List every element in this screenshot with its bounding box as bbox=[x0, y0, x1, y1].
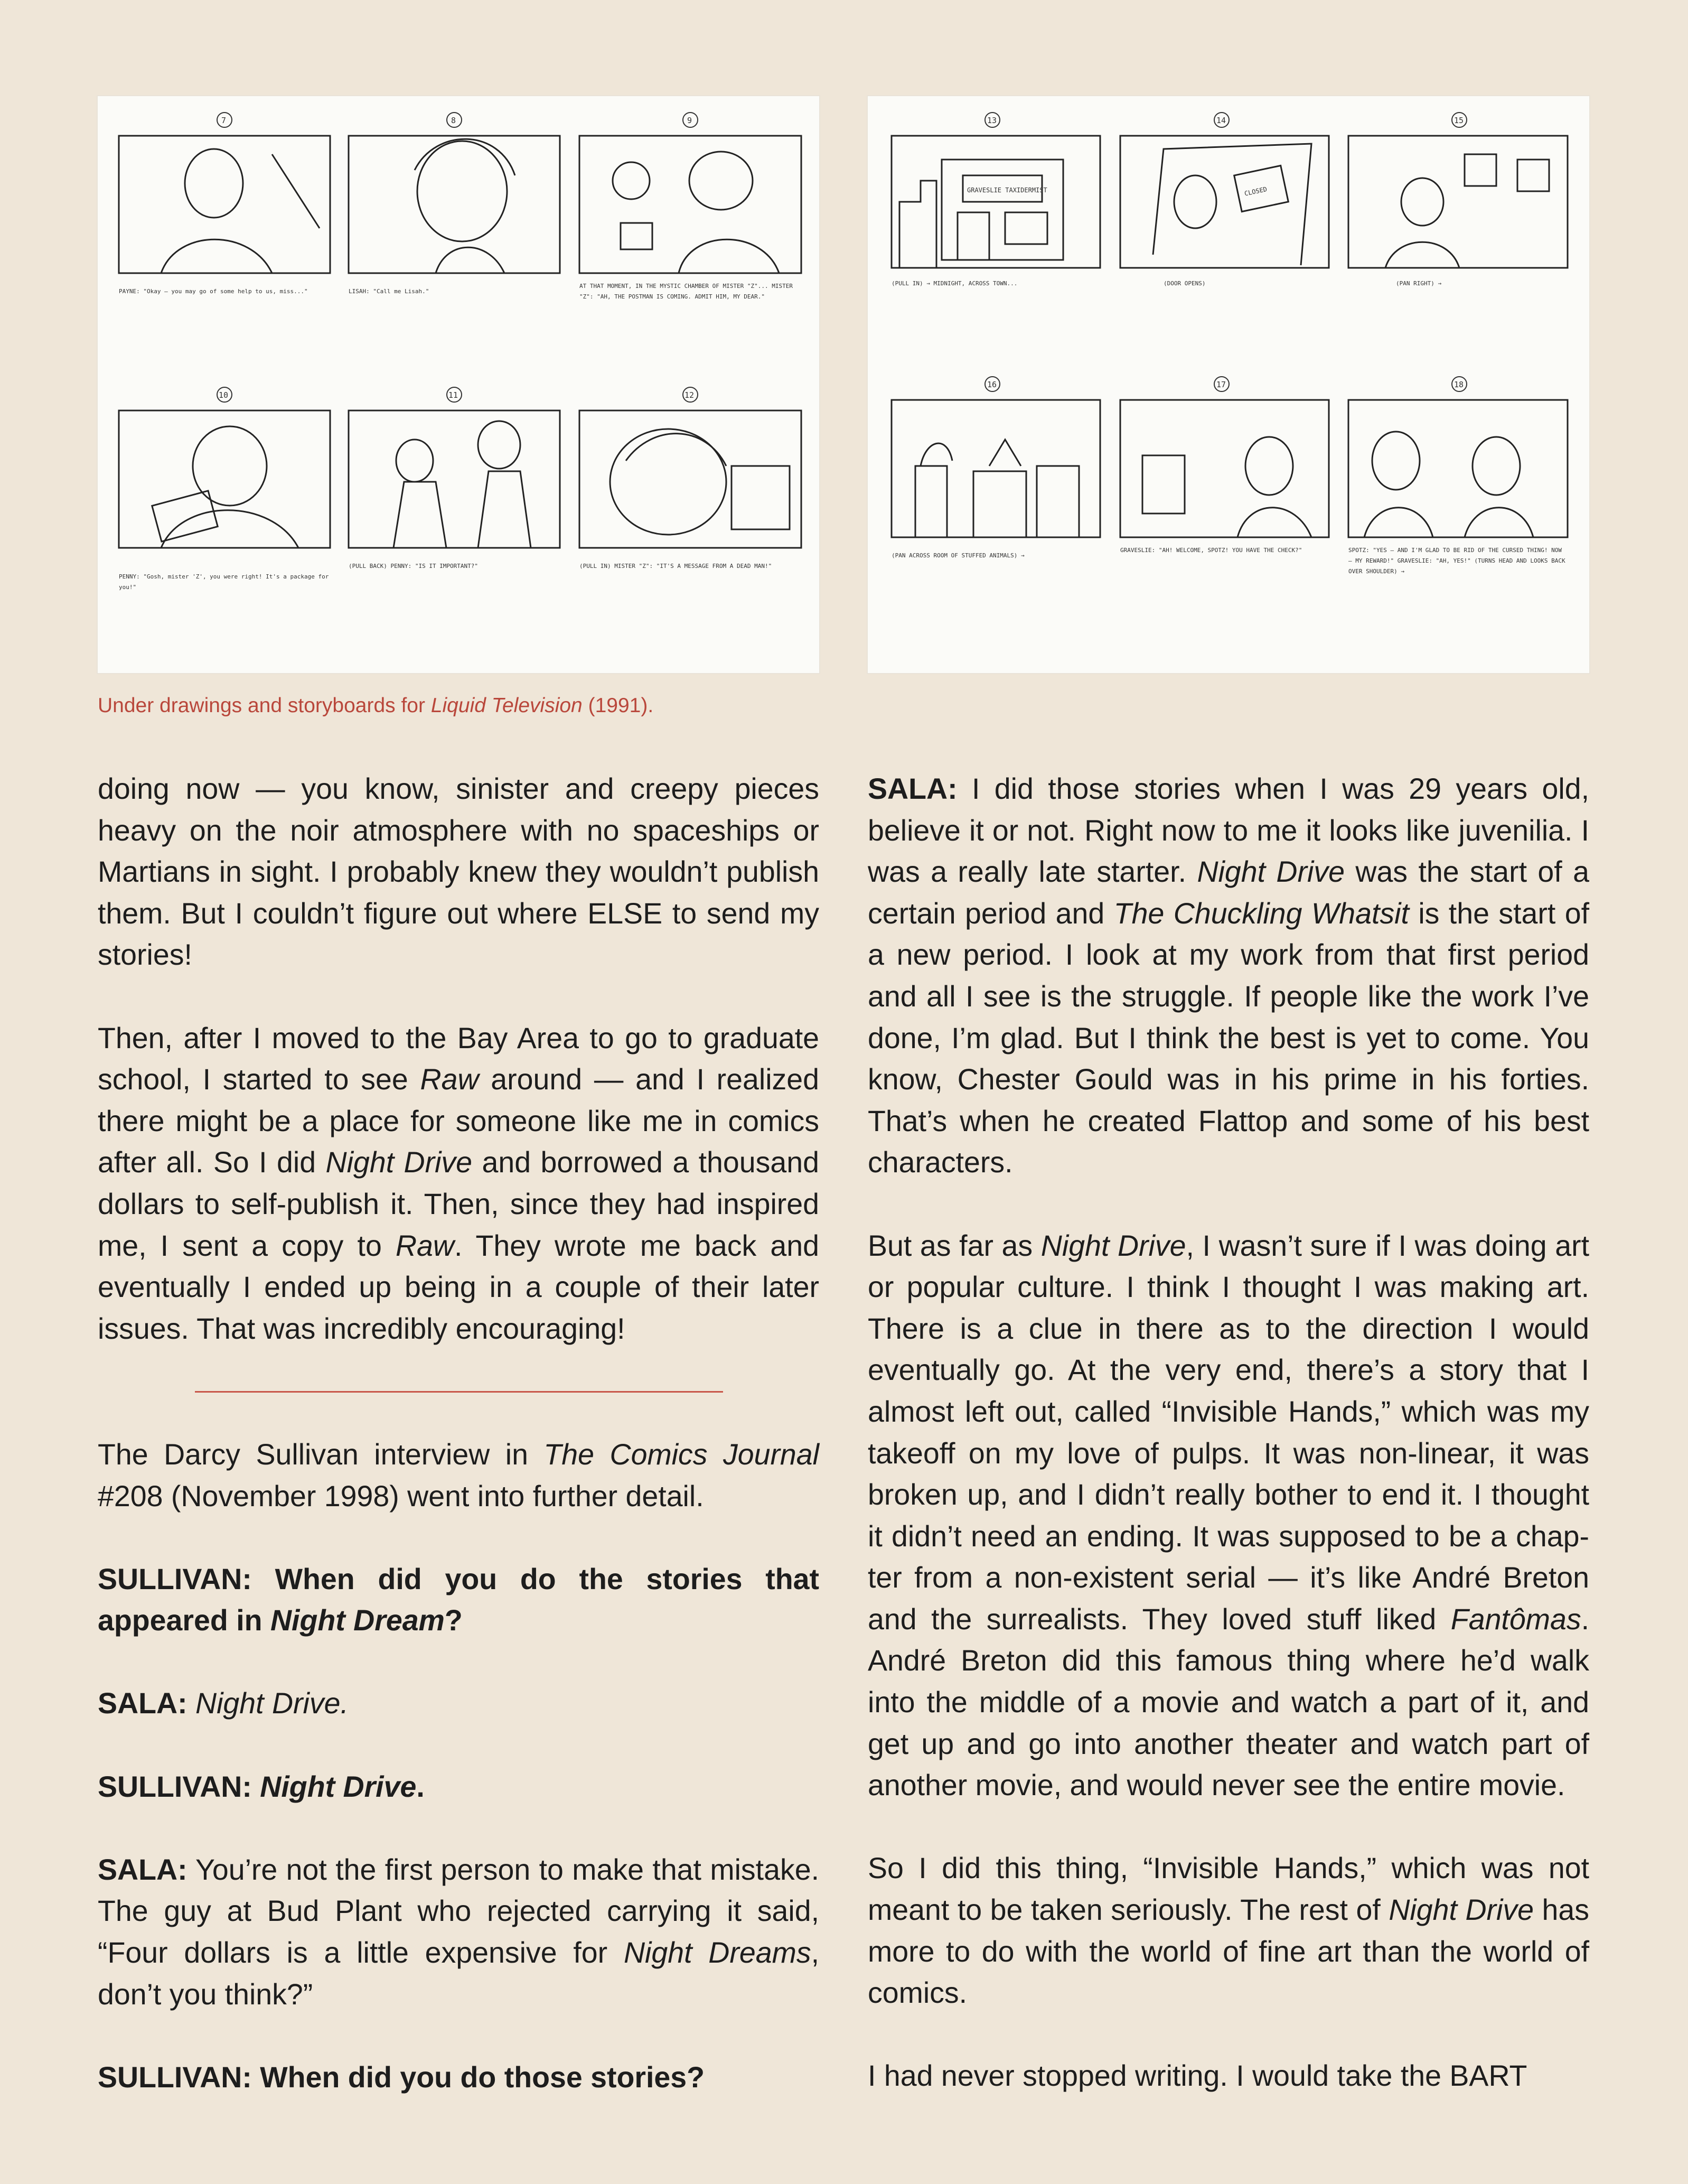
interview-question: SULLIVAN: Night Drive. bbox=[98, 1770, 425, 1803]
closed-sign: CLOSED bbox=[1243, 185, 1268, 198]
paragraph: doing now — you know, sinister and creepy pieces heavy on the noir atmosphere with no spaceships or Martians in sight. I probably knew they wouldn’t publish them. But I couldn’t figure out where ELSE to send my stories! bbox=[98, 772, 819, 972]
paragraph: The Darcy Sullivan interview in The Comics Journal #208 (November 1998) went into further detail. bbox=[98, 1438, 819, 1513]
paragraph: But as far as Night Drive, I wasn’t sure if I was doing art or popular culture. I think I thought I was making art. There is a clue in there as to the direction I would eventually go. At the very end, there’s a story that I almost left out, called “Invisible Hands,” which was my takeoff on my love of pulps. It was non-linear, it was broken up, and I didn’t really bother to end it. I thought it didn’t need an ending. It was supposed to be a chap-ter from a non-existent serial — it’s like André Breton and the surrealists. They loved stuff liked Fantômas. André Breton did this famous thing where he’d walk into the middle of a movie and watch a part of it, and get up and go into another theater and watch part of another movie, and would never see the entire movie. bbox=[868, 1229, 1590, 1802]
panel-note: (PULL IN) → MIDNIGHT, ACROSS TOWN... bbox=[892, 280, 1018, 287]
storyboard-image-left bbox=[98, 96, 819, 673]
interview-question: SULLIVAN: When did you do those stories? bbox=[98, 2060, 705, 2094]
interview-answer: SALA: I did those stories when I was 29 years old, believe it or not. Right now to me it looks like juvenilia. I was a really late starter. Night Drive was the start of a certain period and The Chuckling Whatsit is the start of a new period. I look at my work from that first period and all I see is the struggle. If people like the work I’ve done, I’m glad. But I think the best is yet to come. You know, Chester Gould was in his prime in his forties. That’s when he created Flattop and some of his best characters. bbox=[868, 772, 1590, 1179]
panel-number-18: 18 bbox=[1454, 380, 1464, 389]
paragraph: I had never stopped writing. I would take the BART bbox=[868, 2059, 1527, 2093]
interview-answer: SALA: Night Drive. bbox=[98, 1687, 349, 1720]
panel-note: GRAVESLIE: "AH! WELCOME, SPOTZ! YOU HAVE THE CHECK?" bbox=[1120, 547, 1302, 554]
panel-note: SPOTZ: "YES — AND I'M GLAD TO BE RID OF THE CURSED THING! NOW — MY REWARD!" GRAVESLIE: "AH, YES!" (TURNS HEAD AND LOOKS BACK OVER SHOULDER) → bbox=[1348, 547, 1565, 575]
panel-note: LISAH: "Call me Lisah." bbox=[349, 288, 429, 295]
image-caption bbox=[98, 691, 837, 721]
interview-answer: SALA: You’re not the first person to make that mistake. The guy at Bud Plant who rejected carrying it said, “Four dollars is a little expensive for Night Dreams, don’t you think?” bbox=[98, 1853, 819, 2011]
panel-number-16: 16 bbox=[987, 380, 997, 389]
panel-note: PENNY: "Gosh, mister 'Z', you were right! It's a package for you!" bbox=[119, 573, 329, 591]
panel-number-14: 14 bbox=[1216, 116, 1226, 125]
panel-note: (PULL IN) MISTER "Z": "IT'S A MESSAGE FROM A DEAD MAN!" bbox=[579, 563, 772, 570]
section-divider bbox=[195, 1391, 723, 1393]
panel-number-17: 17 bbox=[1216, 380, 1226, 389]
panel-number-12: 12 bbox=[684, 390, 695, 400]
caption-title: Liquid Television bbox=[430, 694, 583, 717]
panel-note: AT THAT MOMENT, IN THE MYSTIC CHAMBER OF MISTER "Z"... MISTER "Z": "AH, THE POSTMAN IS COMING. ADMIT HIM, MY DEAR." bbox=[579, 283, 793, 300]
panel-number-8: 8 bbox=[451, 116, 456, 125]
panel-number-13: 13 bbox=[987, 116, 997, 125]
panel-number-10: 10 bbox=[219, 390, 229, 400]
panel-number-9: 9 bbox=[687, 116, 692, 125]
storyboard-sketch-right bbox=[868, 96, 1589, 673]
panel-number-7: 7 bbox=[221, 116, 227, 125]
left-text-column bbox=[98, 768, 819, 2140]
paragraph: So I did this thing, “Invisible Hands,” which was not meant to be taken seriously. The rest of Night Drive has more to do with the world of fine art than the world of comics. bbox=[868, 1852, 1590, 2010]
panel-note: (DOOR OPENS) bbox=[1164, 280, 1206, 287]
storyboard-image-right bbox=[868, 96, 1589, 673]
right-text-column bbox=[868, 768, 1589, 2139]
taxidermist-sign: GRAVESLIE TAXIDERMIST bbox=[967, 186, 1047, 194]
caption-suffix: (1991). bbox=[582, 694, 654, 717]
storyboard-sketch-left bbox=[98, 96, 819, 673]
paragraph: Then, after I moved to the Bay Area to go to graduate school, I started to see Raw around — and I realized there might be a place for someone like me in comics after all. So I did Night Drive and borrowed a thousand dollars to self-publish it. Then, since they had inspired me, I sent a copy to Raw. They wrote me back and eventually I ended up being in a couple of their later issues. That was incredibly encouraging! bbox=[98, 1021, 820, 1345]
panel-number-11: 11 bbox=[448, 390, 458, 400]
panel-number-15: 15 bbox=[1454, 116, 1464, 125]
caption-prefix: Under drawings and storyboards for bbox=[98, 694, 431, 717]
interview-question: SULLIVAN: When did you do the stories that appeared in Night Dream? bbox=[98, 1562, 819, 1637]
panel-note: PAYNE: "Okay — you may go of some help to us, miss..." bbox=[119, 288, 308, 295]
panel-note: (PULL BACK) PENNY: "IS IT IMPORTANT?" bbox=[349, 563, 479, 570]
panel-note: (PAN RIGHT) → bbox=[1396, 280, 1442, 287]
panel-note: (PAN ACROSS ROOM OF STUFFED ANIMALS) → bbox=[892, 552, 1025, 559]
